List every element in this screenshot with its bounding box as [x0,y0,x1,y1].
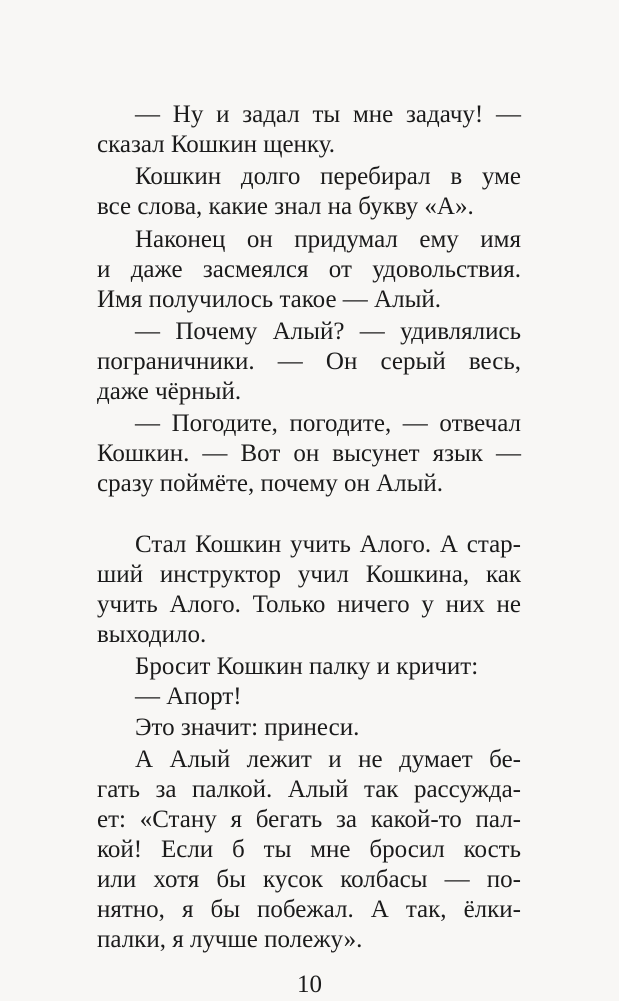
text-line: сказал Кошкин щенку. [97,131,335,158]
text-line: сразу поймёте, почему он Алый. [97,470,444,497]
text-line: — Ну и задал ты мне задачу! — [135,101,521,128]
text-line: пограничники. — Он серый весь, [97,348,521,375]
text-line: Стал Кошкин учить Алого. А стар- [135,531,521,558]
text-line: гать за палкой. Алый так рассуждa- [97,776,521,803]
text-line: палки, я лучше полежу». [97,926,363,953]
page-number: 10 [297,971,322,998]
text-line: Это значит: принеси. [135,714,360,741]
text-line: нятно, я бы побежал. А так, ёлки- [97,896,521,923]
text-line: или хотя бы кусок колбасы — по- [97,866,521,893]
text-line: ет: «Стану я бегать за какой-то пал- [97,806,521,833]
text-line: и даже засмеялся от удовольствия. [97,256,521,283]
text-line: Бросит Кошкин палку и кричит: [135,653,479,680]
text-line: — Почему Алый? — удивлялись [135,318,521,345]
text-line: выходило. [97,621,207,648]
text-line: Кошкин долго перебирал в уме [135,163,521,190]
text-line: все слова, какие знал на букву «А». [97,193,474,220]
text-line: ший инструктор учил Кошкина, как [97,561,521,588]
text-line: Имя получилось такое — Алый. [97,286,442,313]
text-line: учить Алого. Только ничего у них не [97,591,521,618]
text-line: даже чёрный. [97,378,242,405]
text-line: Кошкин. — Вот он высунет язык — [97,440,521,467]
text-line: — Апорт! [135,683,242,710]
text-line: Наконец он придумал ему имя [135,226,521,253]
text-line: — Погодите, погодите, — отвечал [135,410,521,437]
text-line: кой! Если б ты мне бросил кость [97,836,521,863]
text-line: А Алый лежит и не думает бе- [135,746,521,773]
